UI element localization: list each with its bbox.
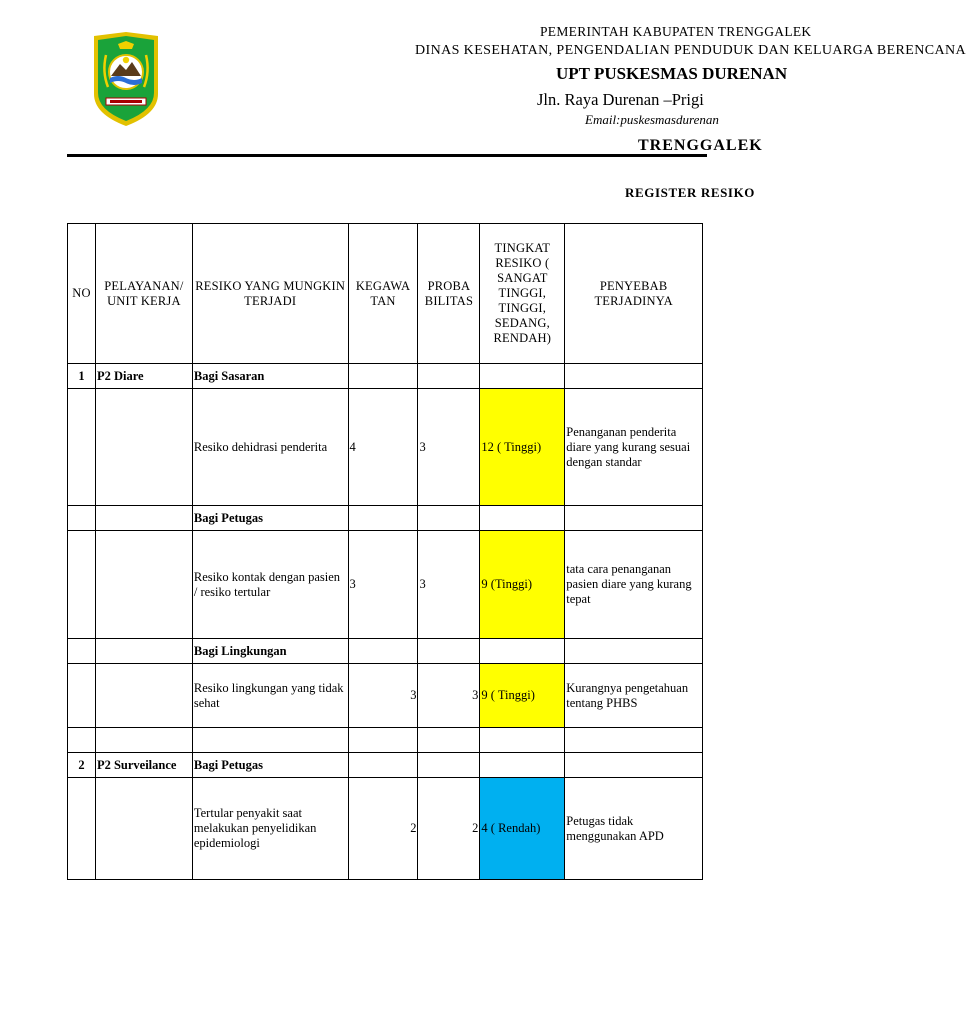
probability-cell: 3: [418, 389, 480, 506]
probability-cell: 2: [418, 778, 480, 880]
header-no: NO: [68, 224, 96, 364]
risk-register-table: [67, 223, 703, 880]
table-header-row: [68, 224, 703, 364]
header-cause: PENYEBAB TERJADINYA: [565, 224, 703, 364]
cause-cell: Penanganan penderita diare yang kurang sesuai dengan standar: [565, 389, 703, 506]
probability-cell: 3: [418, 531, 480, 639]
risk-cell: Resiko lingkungan yang tidak sehat: [192, 664, 348, 728]
severity-cell: 4: [348, 389, 418, 506]
table-row: [68, 778, 703, 880]
header-severity: KEGAWA TAN: [348, 224, 418, 364]
document-page: PEMERINTAH KABUPATEN TRENGGALEK DINAS KESEHATAN, PENGENDALIAN PENDUDUK DAN KELUARGA BERENCANA UPT PUSKESMAS DURENAN Jln. Raya Durenan –Prigi Email:puskesmasdurenan TRENGGALEK REGISTER RESIKO NO PELAYANAN/ UNIT KERJA RESIKO YANG MUNGKIN TERJADI KEGAWA TAN PROBA BILITAS TINGKAT RESIKO ( SANGAT TINGGI, TINGGI, SEDANG, RENDAH) PENYEBAB TERJADINYA 1 P2 Diare Bagi Sasaran Resiko dehidrasi penderita 4 3 12 ( Tinggi) Penanganan penderita diare yang kurang sesuai dengan standar Bagi Petugas Resiko kontak dengan pasien / resiko tertular 3 3 9 (Tinggi) tata cara penanganan pasien diare yang kurang tepat Bagi Lingkungan Resiko lingkungan yang tidak sehat 3 3 9 ( Tinggi) Kurangnya pengetahuan tentang PHBS 2 P2 Surveilance Bagi Petugas Tertular penyakit saat melakukan penyelidikan epidemiologi 2 2 4 ( Rendah) Petugas tidak menggunakan APD: [0, 0, 703, 1024]
letterhead-divider: [67, 154, 707, 157]
risk-level-cell: 9 ( Tinggi): [480, 664, 565, 728]
risk-cell: Resiko kontak dengan pasien / resiko tertular: [192, 531, 348, 639]
table-row: [68, 728, 703, 753]
header-level: TINGKAT RESIKO ( SANGAT TINGGI, TINGGI, SEDANG, RENDAH): [480, 224, 565, 364]
header-probability: PROBA BILITAS: [418, 224, 480, 364]
severity-cell: 2: [348, 778, 418, 880]
group-no: 1: [68, 364, 96, 389]
header-risk: RESIKO YANG MUNGKIN TERJADI: [192, 224, 348, 364]
severity-cell: 3: [348, 531, 418, 639]
table-row: [68, 364, 703, 389]
group-unit: P2 Surveilance: [95, 753, 192, 778]
risk-level-cell: 9 (Tinggi): [480, 531, 565, 639]
section-label: Bagi Lingkungan: [192, 639, 348, 664]
table-row: [68, 506, 703, 531]
probability-cell: 3: [418, 664, 480, 728]
risk-cell: Resiko dehidrasi penderita: [192, 389, 348, 506]
section-label: Bagi Sasaran: [192, 364, 348, 389]
group-no: 2: [68, 753, 96, 778]
severity-cell: 3: [348, 664, 418, 728]
group-unit: P2 Diare: [95, 364, 192, 389]
table-row: [68, 664, 703, 728]
table-row: [68, 639, 703, 664]
table-row: [68, 389, 703, 506]
table-row: [68, 753, 703, 778]
section-label: Bagi Petugas: [192, 506, 348, 531]
cause-cell: Petugas tidak menggunakan APD: [565, 778, 703, 880]
risk-level-cell: 4 ( Rendah): [480, 778, 565, 880]
risk-level-cell: 12 ( Tinggi): [480, 389, 565, 506]
header-unit: PELAYANAN/ UNIT KERJA: [95, 224, 192, 364]
cause-cell: tata cara penanganan pasien diare yang kurang tepat: [565, 531, 703, 639]
table-row: [68, 531, 703, 639]
cause-cell: Kurangnya pengetahuan tentang PHBS: [565, 664, 703, 728]
risk-cell: Tertular penyakit saat melakukan penyelidikan epidemiologi: [192, 778, 348, 880]
section-label: Bagi Petugas: [192, 753, 348, 778]
regency-emblem-icon: [90, 30, 162, 128]
